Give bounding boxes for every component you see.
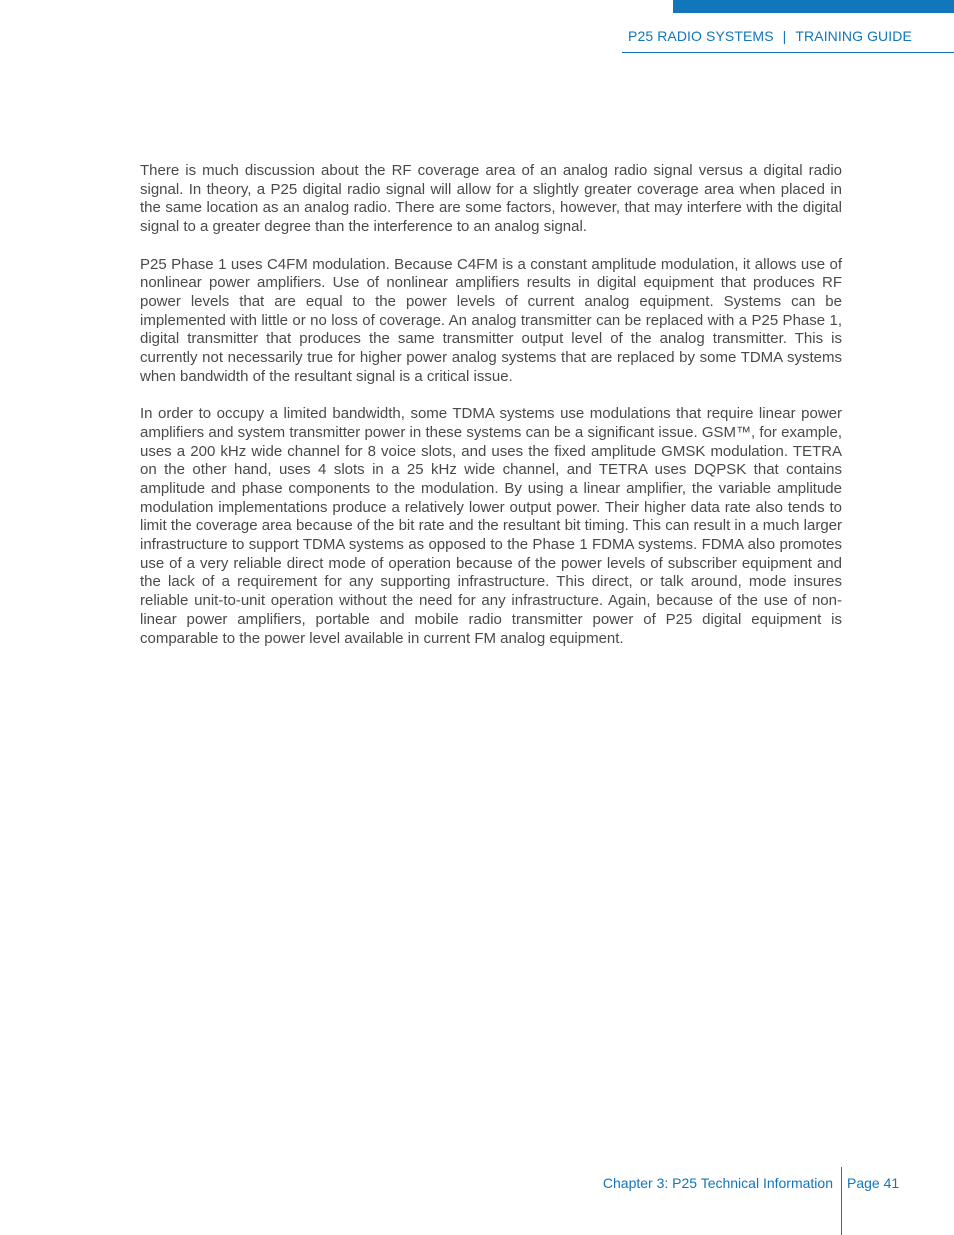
paragraph: In order to occupy a limited bandwidth, some TDMA systems use modulations that require linear power amplifiers and system transmitter power in these systems can be a significant issue. GSM™, for example, uses a 200 kHz wide channel for 8 voice slots, and uses the fixed amplitude GMSK modulation. TETRA on the other hand, uses 4 slots in a 25 kHz wide channel, and TETRA uses DQPSK that contains amplitude and phase components to the modulation. By using a linear amplifier, the variable amplitude modulation implementations produce a relatively lower output power. Their higher data rate also tends to limit the coverage area because of the bit rate and the resultant bit timing. This can result in a much larger infrastructure to support TDMA systems as opposed to the Phase 1 FDMA systems. FDMA also promotes use of a very reliable direct mode of operation because of the power levels of subscriber equipment and the lack of a requirement for any supporting infrastructure. This direct, or talk around, mode insures reliable unit-to-unit operation without the need for any infrastructure. Again, because of the use of non-linear power amplifiers, portable and mobile radio transmitter power of P25 digital equipment is comparable to the power level available in current FM analog equipment. [140, 405, 842, 647]
footer-chapter-title: Chapter 3: P25 Technical Information [602, 1175, 833, 1191]
header-rule [622, 52, 954, 53]
paragraph: There is much discussion about the RF coverage area of an analog radio signal versus a digital radio signal. In theory, a P25 digital radio signal will allow for a slightly greater coverage area when placed in the same location as an analog radio. There are some factors, however, that may interfere with the digital signal to a greater degree than the interference to an analog signal. [140, 162, 842, 236]
header-guide-type: TRAINING GUIDE [795, 28, 912, 44]
header-accent-bar [673, 0, 954, 13]
body-content [140, 162, 842, 667]
running-header [628, 28, 912, 44]
paragraph: P25 Phase 1 uses C4FM modulation. Because C4FM is a constant amplitude modulation, it allows use of nonlinear power amplifiers. Use of nonlinear amplifiers results in digital equipment that produces RF power levels that are equal to the power levels of current analog equipment. Systems can be implemented with little or no loss of coverage. An analog transmitter can be replaced with a P25 Phase 1, digital transmitter that produces the same transmitter output level of the analog transmitter. This is currently not necessarily true for higher power analog systems that are replaced by some TDMA systems when bandwidth of the resultant signal is a critical issue. [140, 255, 842, 385]
footer-divider [841, 1167, 842, 1235]
page-number: Page 41 [847, 1175, 900, 1191]
header-separator: | [782, 28, 787, 44]
header-guide-title: P25 RADIO SYSTEMS [628, 28, 774, 44]
